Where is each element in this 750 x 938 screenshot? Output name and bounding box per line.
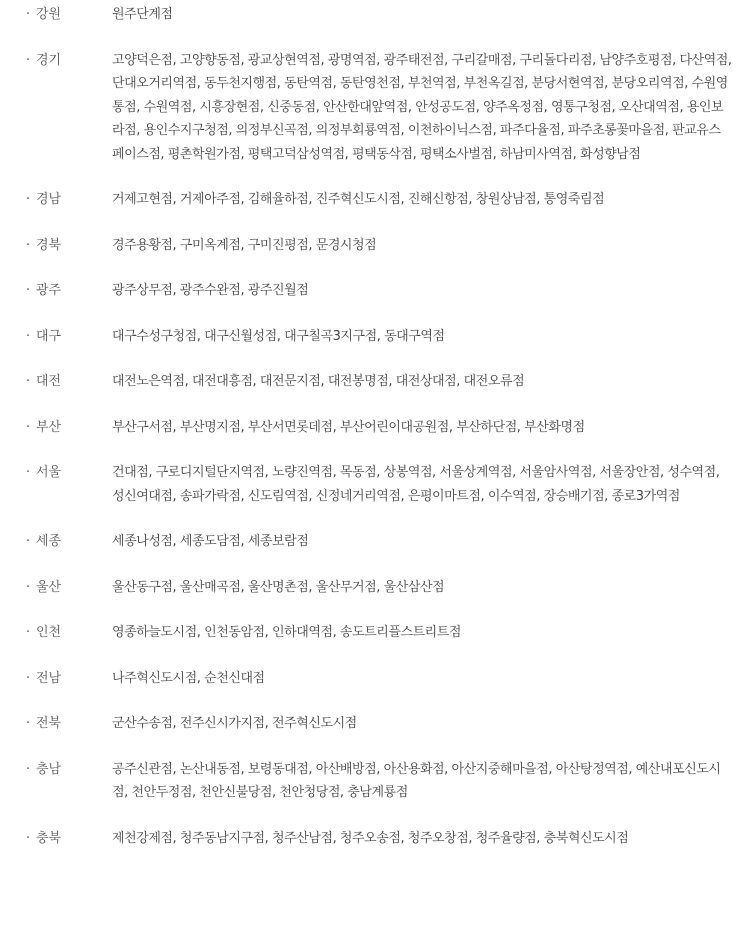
region-row-ulsan: [0, 576, 750, 600]
region-row-daegu: [0, 325, 750, 349]
region-label: [26, 712, 106, 736]
region-label: [26, 325, 106, 349]
region-name: 충북: [36, 830, 62, 846]
store-list: 세종나성점, 세종도담점, 세종보람점: [112, 534, 309, 549]
bullet-icon: ·: [26, 625, 31, 640]
region-name: 서울: [36, 465, 62, 480]
bullet-icon: ·: [26, 419, 31, 435]
bullet-icon: ·: [26, 579, 31, 595]
region-name: 부산: [36, 419, 62, 435]
bullet-icon: ·: [26, 283, 31, 298]
region-label: [26, 279, 106, 303]
store-list: 울산동구점, 울산매곡점, 울산명촌점, 울산무거점, 울산삼산점: [112, 579, 445, 595]
bullet-icon: ·: [26, 374, 31, 389]
region-label: [26, 49, 106, 73]
region-label: [26, 621, 106, 645]
store-list: 부산구서점, 부산명지점, 부산서면롯데점, 부산어린이대공원점, 부산하단점, 부산화명점: [112, 419, 585, 435]
region-label: [26, 370, 106, 394]
store-list: 대구수성구청점, 대구신월성점, 대구칠곡3지구점, 동대구역점: [112, 328, 445, 344]
region-label: [26, 827, 106, 851]
region-row-sejong: [0, 530, 750, 554]
store-list: 영종하늘도시점, 인천동암점, 인하대역점, 송도트리플스트리트점: [112, 625, 462, 640]
region-row-gwangju: [0, 279, 750, 303]
region-label: [26, 3, 106, 27]
store-list: 제천강제점, 청주동남지구점, 청주산남점, 청주오송점, 청주오창점, 청주율량점, 충북혁신도시점: [112, 830, 629, 846]
region-name: 대전: [36, 374, 62, 389]
region-name: 경기: [36, 52, 62, 68]
store-list: 고양덕은점, 고양향동점, 광교상현역점, 광명역점, 광주태전점, 구리갈매점, 구리돌다리점, 남양주호평점, 다산역점, 단대오거리역점, 동두천지행점, 동탄역점, 동탄영천점, 부천역점, 부천옥길점, 분당서현역점, 분당오리역점, 수원영통점, 수원역점, 시흥장현점, 신중동점, 안산한대앞역점, 안성공도점, 양주옥정점, 영통구청점, 오산대역점, 용인보라점, 용인수지구청점, 의정부신곡점, 의정부회룡역점, 이천하이닉스점, 파주다율점, 파주초롱꽃마을점, 판교유스페이스점, 평촌학원가점, 평택고덕삼성역점, 평택동삭점, 평택소사벌점, 하남미사역점, 화성향남점: [112, 52, 732, 162]
region-row-gyeonggi: [0, 49, 750, 167]
region-name: 울산: [36, 579, 62, 595]
store-list: 건대점, 구로디지털단지역점, 노량진역점, 목동점, 상봉역점, 서울상계역점, 서울암사역점, 서울장안점, 성수역점, 성신여대점, 송파가락점, 신도림역점, 신정네거리역점, 은평이마트점, 이수역점, 장승배기점, 종로3가역점: [112, 465, 720, 504]
region-row-chungbuk: [0, 827, 750, 851]
store-list: 나주혁신도시점, 순천신대점: [112, 670, 265, 686]
region-name: 인천: [36, 625, 62, 640]
store-list: 광주상무점, 광주수완점, 광주진월점: [112, 283, 309, 298]
region-label: [26, 416, 106, 440]
region-label: [26, 667, 106, 691]
bullet-icon: ·: [26, 534, 31, 549]
bullet-icon: ·: [26, 328, 31, 344]
region-name: 세종: [36, 534, 62, 549]
region-row-busan: [0, 416, 750, 440]
region-row-gangwon: [0, 3, 750, 27]
bullet-icon: ·: [26, 670, 31, 686]
store-list: 대전노은역점, 대전대흥점, 대전문지점, 대전봉명점, 대전상대점, 대전오류점: [112, 374, 525, 389]
region-name: 대구: [36, 328, 62, 344]
region-row-gyeongnam: [0, 188, 750, 212]
region-label: [26, 188, 106, 212]
region-row-chungnam: [0, 758, 750, 805]
store-list: 거제고현점, 거제아주점, 김해율하점, 진주혁신도시점, 진해신항점, 창원상남점, 통영죽림점: [112, 192, 605, 207]
bullet-icon: ·: [26, 716, 31, 731]
region-row-jeonbuk: [0, 712, 750, 736]
region-row-incheon: [0, 621, 750, 645]
region-label: [26, 530, 106, 554]
region-name: 강원: [36, 7, 62, 22]
region-row-jeonnam: [0, 667, 750, 691]
region-label: [26, 758, 106, 782]
store-list: 공주신관점, 논산내동점, 보령동대점, 아산배방점, 아산용화점, 아산지중해마을점, 아산탕정역점, 예산내포신도시점, 천안두정점, 천안신불당점, 천안청당점, 충남계룡점: [112, 761, 721, 800]
region-name: 충남: [36, 761, 62, 777]
bullet-icon: ·: [26, 52, 31, 68]
store-list: 경주용황점, 구미옥계점, 구미진평점, 문경시청점: [112, 237, 377, 253]
region-row-gyeongbuk: [0, 234, 750, 258]
region-name: 전남: [36, 670, 62, 686]
region-row-daejeon: [0, 370, 750, 394]
bullet-icon: ·: [26, 192, 31, 207]
region-row-seoul: [0, 461, 750, 508]
region-label: [26, 461, 106, 485]
store-list: 원주단계점: [112, 7, 173, 22]
bullet-icon: ·: [26, 237, 31, 253]
region-label: [26, 234, 106, 258]
region-label: [26, 576, 106, 600]
region-name: 경북: [36, 237, 62, 253]
region-name: 광주: [36, 283, 62, 298]
bullet-icon: ·: [26, 830, 31, 846]
store-list: 군산수송점, 전주신시가지점, 전주혁신도시점: [112, 716, 357, 731]
region-name: 경남: [36, 192, 62, 207]
bullet-icon: ·: [26, 7, 31, 22]
region-name: 전북: [36, 716, 62, 731]
bullet-icon: ·: [26, 465, 31, 480]
bullet-icon: ·: [26, 761, 31, 777]
